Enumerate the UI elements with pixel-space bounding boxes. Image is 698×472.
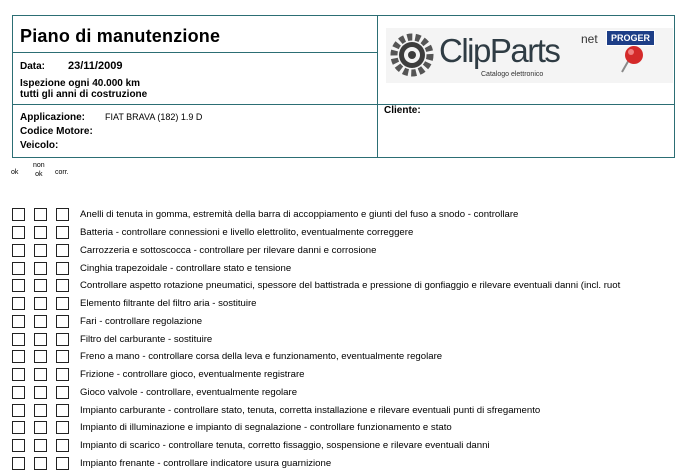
checklist-item-text: Freno a mano - controllare corsa della leva e funzionamento, eventualmente regolare [80,351,443,362]
map-pin-icon [618,44,648,76]
checklist-row [12,314,698,330]
checkbox-ok[interactable] [12,386,25,399]
checkbox-non-ok[interactable] [34,208,47,221]
clipparts-logo [386,28,673,83]
checkbox-non-ok[interactable] [34,262,47,275]
checkbox-corr[interactable] [56,439,69,452]
checkbox-non-ok[interactable] [34,421,47,434]
gear-icon [388,28,438,83]
checkbox-non-ok[interactable] [34,439,47,452]
divider [13,52,378,53]
checkbox-ok[interactable] [12,262,25,275]
checklist-row [12,225,698,241]
checklist-item-text: Cinghia trapezoidale - controllare stato e tensione [80,263,292,274]
divider [377,16,378,157]
checkbox-ok[interactable] [12,279,25,292]
checkbox-corr[interactable] [56,297,69,310]
checklist-item-text: Controllare aspetto rotazione pneumatici, spessore del battistrada e pressione di gonfiaggio e rilevare eventuali danni (incl. ruot [80,280,621,291]
checklist-row [12,243,698,259]
divider [13,104,674,105]
checklist-row [12,403,698,419]
checklist-row [12,296,698,312]
logo-subtitle: Catalogo elettronico [481,71,544,78]
checkbox-non-ok[interactable] [34,279,47,292]
checkbox-ok[interactable] [12,333,25,346]
checkbox-non-ok[interactable] [34,333,47,346]
application-label: Applicazione: [20,112,86,123]
inspection-interval: Ispezione ogni 40.000 km [20,78,141,89]
checkbox-corr[interactable] [56,404,69,417]
column-header-corr: corr. [55,169,69,176]
proger-badge: PROGER [606,30,655,46]
checkbox-ok[interactable] [12,404,25,417]
date-value: 23/11/2009 [68,60,123,72]
column-header-non-ok-line2: ok [35,171,43,178]
checkbox-corr[interactable] [56,226,69,239]
checkbox-corr[interactable] [56,350,69,363]
checklist-item-text: Carrozzeria e sottoscocca - controllare per rilevare danni e corrosione [80,245,377,256]
column-header-ok: ok [11,169,19,176]
checkbox-non-ok[interactable] [34,404,47,417]
checklist-row [12,278,698,294]
checkbox-ok[interactable] [12,439,25,452]
checkbox-non-ok[interactable] [34,368,47,381]
page-title: Piano di manutenzione [20,26,221,46]
checklist-item-text: Batteria - controllare connessioni e livello elettrolito, eventualmente correggere [80,227,414,238]
checklist-row [12,367,698,383]
checkbox-non-ok[interactable] [34,226,47,239]
checklist-item-text: Gioco valvole - controllare, eventualmente regolare [80,387,298,398]
checkbox-ok[interactable] [12,208,25,221]
checkbox-corr[interactable] [56,279,69,292]
checkbox-ok[interactable] [12,297,25,310]
client-label: Cliente: [384,105,421,116]
logo-suffix: net [581,32,598,46]
column-header-non-ok-line1: non [33,162,45,169]
checklist-row [12,438,698,454]
checklist-item-text: Impianto carburante - controllare stato, tenuta, corretta installazione e rilevare eventuali punti di sfregamento [80,405,541,416]
logo-brand: ClipParts [439,32,560,69]
checklist-row [12,332,698,348]
engine-code-label: Codice Motore: [20,126,93,137]
checkbox-ok[interactable] [12,315,25,328]
checkbox-non-ok[interactable] [34,386,47,399]
checklist-row [12,456,698,472]
checklist-item-text: Impianto frenante - controllare indicatore usura guarnizione [80,458,332,469]
checklist-row [12,420,698,436]
date-label: Data: [20,61,46,72]
checklist-item-text: Elemento filtrante del filtro aria - sostituire [80,298,257,309]
vehicle-label: Veicolo: [20,140,59,151]
application-value: FIAT BRAVA (182) 1.9 D [105,112,203,122]
checkbox-non-ok[interactable] [34,350,47,363]
checkbox-corr[interactable] [56,315,69,328]
checkbox-non-ok[interactable] [34,315,47,328]
checkbox-corr[interactable] [56,386,69,399]
checkbox-corr[interactable] [56,244,69,257]
header-box [12,15,675,158]
checkbox-ok[interactable] [12,350,25,363]
checkbox-ok[interactable] [12,244,25,257]
checkbox-ok[interactable] [12,421,25,434]
checklist-row [12,349,698,365]
checklist-item-text: Impianto di illuminazione e impianto di segnalazione - controllare funzionamento e stato [80,422,452,433]
checkbox-non-ok[interactable] [34,297,47,310]
checkbox-non-ok[interactable] [34,244,47,257]
checklist-item-text: Anelli di tenuta in gomma, estremità della barra di accoppiamento e giunti del fuso a snodo - controllare [80,209,519,220]
checkbox-corr[interactable] [56,262,69,275]
checkbox-corr[interactable] [56,457,69,470]
checklist-row [12,385,698,401]
checkbox-ok[interactable] [12,368,25,381]
checklist-item-text: Impianto di scarico - controllare tenuta, corretto fissaggio, sospensione e rilevare eventuali danni [80,440,490,451]
checklist-row [12,207,698,223]
checkbox-non-ok[interactable] [34,457,47,470]
checkbox-ok[interactable] [12,226,25,239]
checklist-row [12,261,698,277]
column-header-non-ok [33,161,45,179]
checklist-item-text: Frizione - controllare gioco, eventualmente registrare [80,369,305,380]
checklist-item-text: Filtro del carburante - sostituire [80,334,213,345]
checkbox-corr[interactable] [56,333,69,346]
checklist-item-text: Fari - controllare regolazione [80,316,203,327]
checkbox-corr[interactable] [56,368,69,381]
checkbox-ok[interactable] [12,457,25,470]
inspection-scope: tutti gli anni di costruzione [20,89,148,100]
checkbox-corr[interactable] [56,421,69,434]
checkbox-corr[interactable] [56,208,69,221]
